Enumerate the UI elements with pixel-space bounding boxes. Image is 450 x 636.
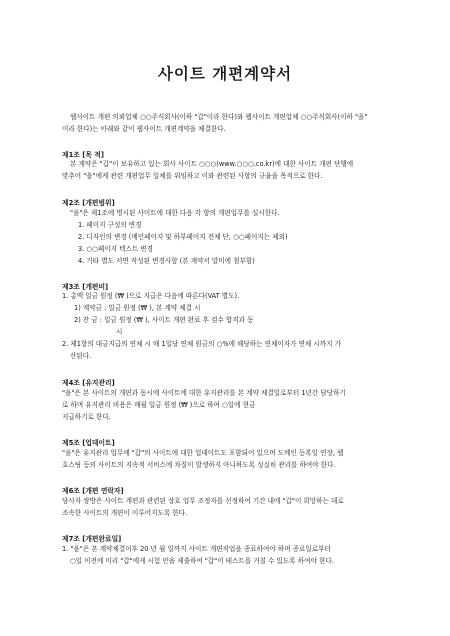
article-3-line-6: 산된다.: [70, 352, 92, 360]
article-7-heading: 제7조 [개편완료일]: [62, 535, 122, 543]
article-4-line-1: "을"은 본 사이트의 개편과 동시에 사이트에 대한 유지관리를 본 계약 체결일로부터 1년간 담당하기: [62, 389, 346, 397]
article-6-line-2: 조속한 사이트의 개편이 이루어지도록 한다.: [62, 509, 188, 517]
article-3-line-5: 2. 제1항의 대금지급의 연체 시 매 1일당 연체 원금의 ○%에 해당하는 연체이자가 연체 시까지 가: [62, 340, 341, 348]
article-2-item-4: 4. 기타 별도 서면 작성된 변경사항 (본 계약서 말미에 첨부함): [78, 257, 255, 265]
article-3-heading: 제3조 [개편비]: [62, 283, 109, 291]
article-5-heading: 제5조 [업데이트]: [62, 439, 115, 447]
article-2-item-2: 2. 디자인의 변경 (메인페이지 및 하부페이지 전체 단, ○○페이지는 제외): [78, 233, 288, 241]
article-3-line-4: 시: [116, 328, 123, 336]
article-5-line-1: "을"은 유지관리 업무에 "갑"의 사이트에 대한 업데이트도 포함되어 있으며 도메인 등록일 연장, 웹: [62, 449, 344, 457]
article-5-line-2: 호스팅 등의 사이트의 지속적 서비스에 차질이 발생하지 아니하도록 성실히 관리를 하여야 한다.: [62, 461, 336, 469]
article-7-line-1: 1. "을"은 본 계약체결이후 20 년 월 일까지 사이트 개편작업을 종료하여야 하며 종료일로부터: [62, 545, 331, 553]
article-3-line-2: 1) 계약금 : 일금 원정 (₩ ), 본 계약 체결 시: [74, 304, 201, 312]
article-6-heading: 제6조 [개편 연락자]: [62, 487, 124, 495]
article-1-heading: 제1조 [목 적]: [62, 151, 104, 159]
article-3-line-3: 2) 잔 금 : 일금 원정 (₩ ), 사이트 개편 완료 후 검수 합격과 동: [74, 316, 254, 324]
article-6-line-1: 당사자 쌍방은 사이트 개편과 관련된 상호 업무 조정자를 선정하여 기간 내에 "갑"이 희망하는 대로: [62, 497, 344, 505]
intro-line-1: 웹사이트 개편 의뢰업체 ○○주식회사(이하 "갑"이라 한다)와 웹사이트 개편업체 ○○주식회사(이하 "을": [70, 113, 368, 121]
article-2-item-1: 1. 페이지 구성의 변경: [78, 221, 142, 229]
article-7-line-2: ○일 이전에 미리 "갑"에게 시험 안을 제출하여 "갑"이 테스트를 거칠 수 있도록 하여야 한다.: [70, 557, 334, 565]
article-3-line-1: 1. 총액 일금 원정 (₩ )으로 지급은 다음에 따른다(VAT 별도).: [62, 292, 240, 300]
article-4-line-2: 로 하며 유지관리 비용은 매월 일금 원정 (₩ )으로 하여 ○일에 현금: [62, 401, 256, 409]
article-2-heading: 제2조 [개편범위]: [62, 199, 115, 207]
article-1-line-1: 본 계약은 "갑"이 보유하고 있는 회사 사이트 ○○○(www.○○○.co.kr)에 대한 사이트 개편 단행에: [70, 160, 354, 168]
article-1-line-2: 맞추어 "을"에게 관련 개편업무 일체를 위임하고 이와 관련된 사항의 규율을 목적으로 한다.: [62, 172, 323, 180]
intro-line-2: 이라 한다)는 아래와 같이 웹사이트 개편계약을 체결한다.: [62, 125, 226, 133]
article-2-item-3: 3. ○○페이지 텍스트 변경: [78, 245, 154, 253]
document-title: 사이트 개편계약서: [157, 65, 293, 83]
article-4-heading: 제4조 [유지관리]: [62, 379, 115, 387]
article-4-line-3: 지급하기로 한다.: [62, 413, 111, 421]
article-2-line-1: "을"은 제1조에 명시된 사이트에 대한 다음 각 항의 개편업무를 실시한다.: [70, 209, 280, 217]
